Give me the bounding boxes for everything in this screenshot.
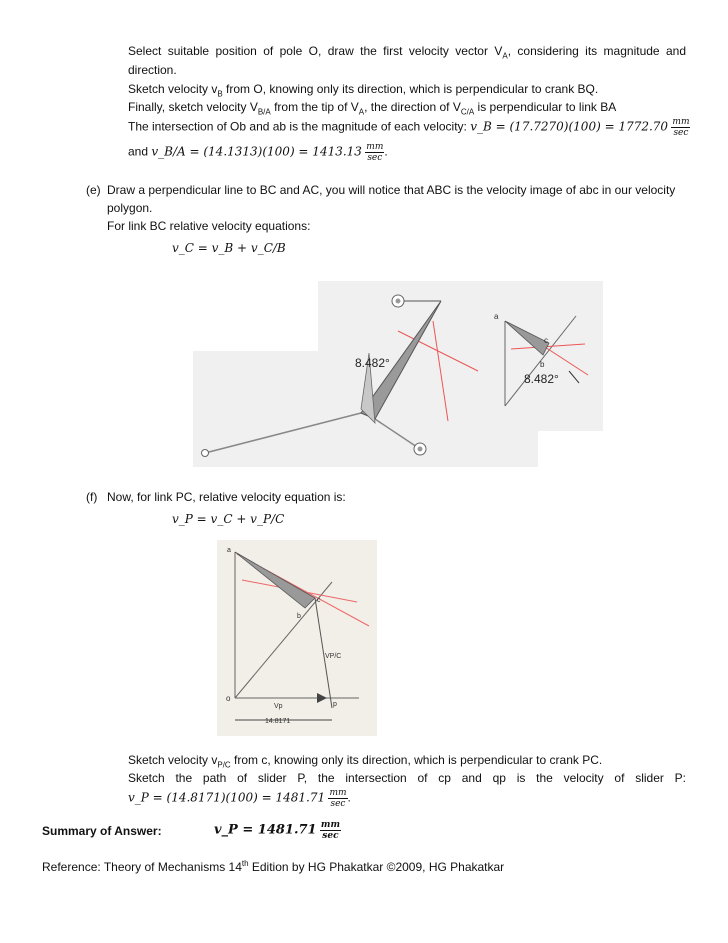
figure-e [193, 271, 603, 467]
text: is perpendicular to link BA [474, 100, 617, 114]
after-f-line-3: v_P = (14.8171)(100) = 1481.71 $\frac{mm}{\sec}$ . [128, 788, 351, 809]
figure-f [217, 540, 377, 736]
summary-answer [214, 820, 341, 841]
step-e-line-3: For link BC relative velocity equations: [107, 219, 311, 233]
pivot-o [202, 450, 209, 457]
unit-den: sec [330, 799, 346, 809]
vc-equation: v_C = v_B + v_C/B [172, 241, 286, 255]
text: Reference: Theory of Mechanisms 14 [42, 860, 242, 874]
sub: A [502, 51, 508, 61]
unit-den: sec [673, 128, 689, 138]
text: , the direction of V [364, 100, 461, 114]
sub: A [358, 107, 365, 117]
vp-label: Vp [274, 703, 283, 710]
step-d-line-5 [128, 117, 690, 138]
after-f-line-2: Sketch the path of slider P, the intersection of cp and qp is the velocity of slider P: [128, 771, 686, 785]
text: Select suitable position of pole O, draw the first velocity vector V [128, 44, 503, 58]
sub: C/A [460, 107, 475, 117]
angle-label: 8.482° [524, 372, 559, 386]
figure-e-blank [193, 271, 318, 351]
point-a-label: a [227, 547, 231, 554]
length-label: 14.8171 [265, 718, 291, 725]
summary-label: Summary of Answer: [42, 824, 162, 838]
step-e-line-2: polygon. [107, 201, 153, 215]
point-a-label: a [494, 312, 499, 321]
unit-fraction [328, 788, 347, 809]
text: Sketch velocity v [128, 82, 218, 96]
reference [42, 856, 504, 875]
unit-num: mm [329, 788, 347, 798]
unit-den: sec [367, 153, 383, 163]
point-b-label: b [297, 613, 301, 620]
unit-num: mm [672, 117, 690, 127]
vba-equation: v_B/A = (14.1313)(100) = 1413.13 [151, 144, 362, 159]
text: from the tip of V [270, 100, 359, 114]
text: and [128, 144, 149, 159]
unit-num: mm [320, 820, 340, 830]
unit-fraction [320, 820, 341, 841]
text: Finally, sketch velocity V [128, 100, 258, 114]
vp-equation: v_P = v_C + v_P/C [172, 512, 285, 526]
step-e-label: (e) [86, 183, 101, 197]
step-d-line-1 [128, 43, 686, 64]
unit-fraction [365, 142, 384, 163]
pivot-q-center [418, 447, 423, 452]
point-o-label: o [226, 694, 231, 703]
vp-result: v_P = (14.8171)(100) = 1481.71 [128, 790, 326, 805]
sub: P/C [217, 760, 231, 770]
unit-den: sec [322, 831, 339, 841]
sub: B [217, 89, 223, 99]
text: The intersection of Ob and ab is the magnitude of each velocity: [128, 119, 467, 134]
pivot-top-center [396, 299, 401, 304]
angle-label: 8.482° [355, 356, 390, 370]
point-c-label: c [317, 597, 321, 604]
text: Sketch velocity v [128, 753, 218, 767]
point-b-label: b [540, 360, 545, 369]
summary-math: v_P = 1481.71 [214, 822, 317, 838]
step-d-line-2: direction. [128, 63, 177, 77]
text: , considering its magnitude and [507, 44, 686, 58]
sup: th [241, 859, 249, 868]
sub: B/A [257, 107, 271, 117]
point-p-label: p [333, 701, 337, 708]
point-c-label: c [544, 336, 548, 345]
step-e-line-1: Draw a perpendicular line to BC and AC, you will notice that ABC is the velocity image of abc in our velocity [107, 183, 676, 197]
unit-fraction [671, 117, 690, 138]
text: from c, knowing only its direction, which is perpendicular to crank PC. [230, 753, 603, 767]
step-d-line-6: and v_B/A = (14.1313)(100) = 1413.13 $\frac{mm}{\sec}$ . [128, 142, 388, 163]
vb-equation: v_B = (17.7270)(100) = 1772.70 [470, 119, 669, 134]
step-f-line-1: Now, for link PC, relative velocity equation is: [107, 490, 346, 504]
vpc-label: VP/C [325, 653, 342, 660]
unit-num: mm [366, 142, 384, 152]
text: Edition by HG Phakatkar ©2009, HG Phakatkar [248, 860, 505, 874]
figure-f-bg [217, 540, 377, 736]
step-f-label: (f) [86, 490, 98, 504]
figure-e-blank-2 [538, 431, 603, 467]
text: from O, knowing only its direction, which is perpendicular to crank BQ. [222, 82, 599, 96]
